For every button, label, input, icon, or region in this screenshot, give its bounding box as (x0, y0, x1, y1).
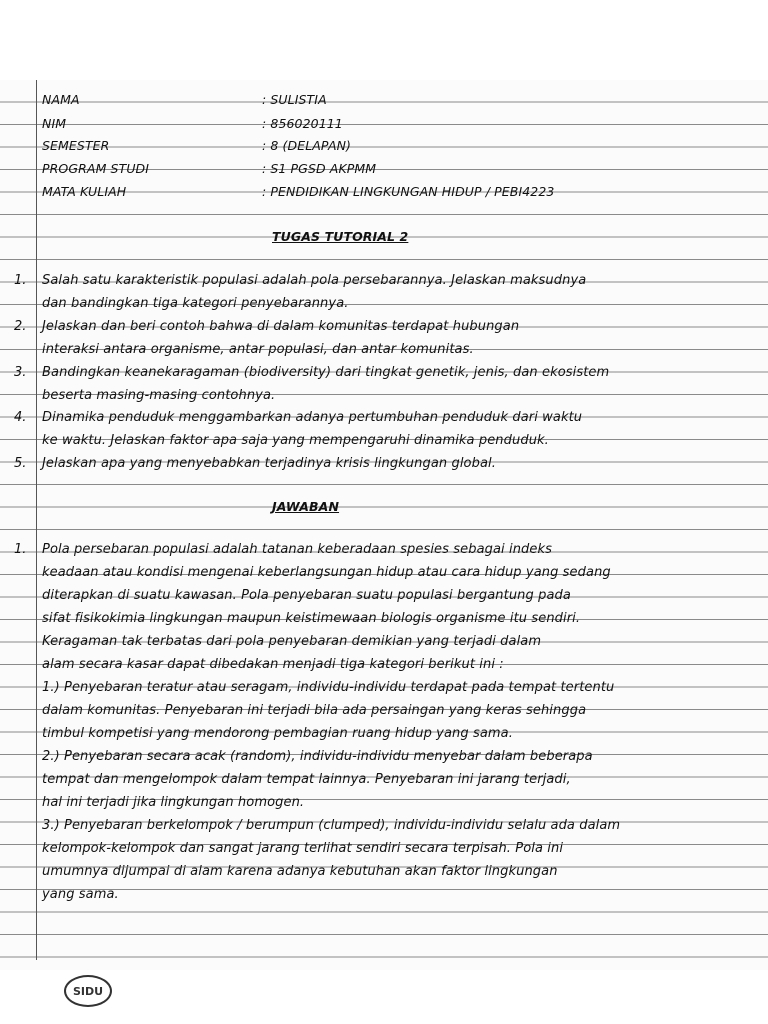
question-line: Dinamika penduduk menggambarkan adanya pertumbuhan penduduk dari waktu (42, 410, 583, 425)
answer-line: timbul kompetisi yang mendorong pembagian ruang hidup yang sama. (42, 726, 513, 741)
answer-line: alam secara kasar dapat dibedakan menjadi tiga kategori berikut ini : (42, 657, 504, 672)
answer-number: 1. (14, 542, 27, 557)
answer-line: tempat dan mengelompok dalam tempat lainnya. Penyebaran ini jarang terjadi, (42, 772, 571, 787)
answer-line: keadaan atau kondisi mengenai keberlangsungan hidup atau cara hidup yang sedang (42, 565, 611, 580)
answer-line: kelompok-kelompok dan sangat jarang terlihat sendiri secara terpisah. Pola ini (42, 841, 564, 856)
answer-line: 2.) Penyebaran secara acak (random), individu-individu menyebar dalam beberapa (42, 749, 593, 764)
question-line: interaksi antara organisme, antar populasi, dan antar komunitas. (42, 342, 474, 357)
label-program-studi: PROGRAM STUDI (42, 161, 150, 176)
question-line: Salah satu karakteristik populasi adalah pola persebarannya. Jelaskan maksudnya (42, 273, 587, 288)
question-number: 3. (14, 365, 27, 380)
logo-text: SIDU (72, 984, 104, 998)
question-line: beserta masing-masing contohnya. (42, 388, 276, 403)
label-mata-kuliah: MATA KULIAH (42, 184, 127, 199)
question-line: Jelaskan dan beri contoh bahwa di dalam komunitas terdapat hubungan (42, 319, 520, 334)
question-line: Jelaskan apa yang menyebabkan terjadinya krisis lingkungan global. (42, 456, 496, 471)
answer-line: Keragaman tak terbatas dari pola penyebaran demikian yang terjadi dalam (42, 634, 542, 649)
value-semester: : 8 (DELAPAN) (262, 138, 352, 153)
lined-paper (0, 80, 768, 970)
value-program-studi: : S1 PGSD AKPMM (262, 161, 377, 176)
assignment-title: TUGAS TUTORIAL 2 (272, 229, 409, 244)
answer-line: umumnya dijumpai di alam karena adanya kebutuhan akan faktor lingkungan (42, 864, 558, 879)
answer-line: 3.) Penyebaran berkelompok / berumpun (clumped), individu-individu selalu ada dalam (42, 818, 621, 833)
label-nama: NAMA (42, 92, 80, 107)
question-line: Bandingkan keanekaragaman (biodiversity) dari tingkat genetik, jenis, dan ekosistem (42, 365, 610, 380)
paper-brand-logo (64, 975, 112, 1007)
answer-line: yang sama. (42, 887, 119, 902)
answer-line: 1.) Penyebaran teratur atau seragam, individu-individu terdapat pada tempat tertentu (42, 680, 615, 695)
label-nim: NIM (42, 116, 67, 131)
question-line: ke waktu. Jelaskan faktor apa saja yang mempengaruhi dinamika penduduk. (42, 433, 549, 448)
answer-line: diterapkan di suatu kawasan. Pola penyebaran suatu populasi bergantung pada (42, 588, 571, 603)
value-nim: : 856020111 (262, 116, 343, 131)
answer-line: sifat fisikokimia lingkungan maupun keistimewaan biologis organisme itu sendiri. (42, 611, 581, 626)
answer-line: Pola persebaran populasi adalah tatanan keberadaan spesies sebagai indeks (42, 542, 553, 557)
value-nama: : SULISTIA (262, 92, 327, 107)
question-number: 5. (14, 456, 27, 471)
question-number: 1. (14, 273, 27, 288)
value-mata-kuliah: : PENDIDIKAN LINGKUNGAN HIDUP / PEBI4223 (262, 184, 555, 199)
margin-line (36, 80, 37, 960)
question-number: 4. (14, 410, 27, 425)
question-number: 2. (14, 319, 27, 334)
answer-line: hal ini terjadi jika lingkungan homogen. (42, 795, 305, 810)
answer-line: dalam komunitas. Penyebaran ini terjadi bila ada persaingan yang keras sehingga (42, 703, 587, 718)
question-line: dan bandingkan tiga kategori penyebarannya. (42, 296, 349, 311)
label-semester: SEMESTER (42, 138, 110, 153)
answer-heading: JAWABAN (272, 499, 340, 514)
